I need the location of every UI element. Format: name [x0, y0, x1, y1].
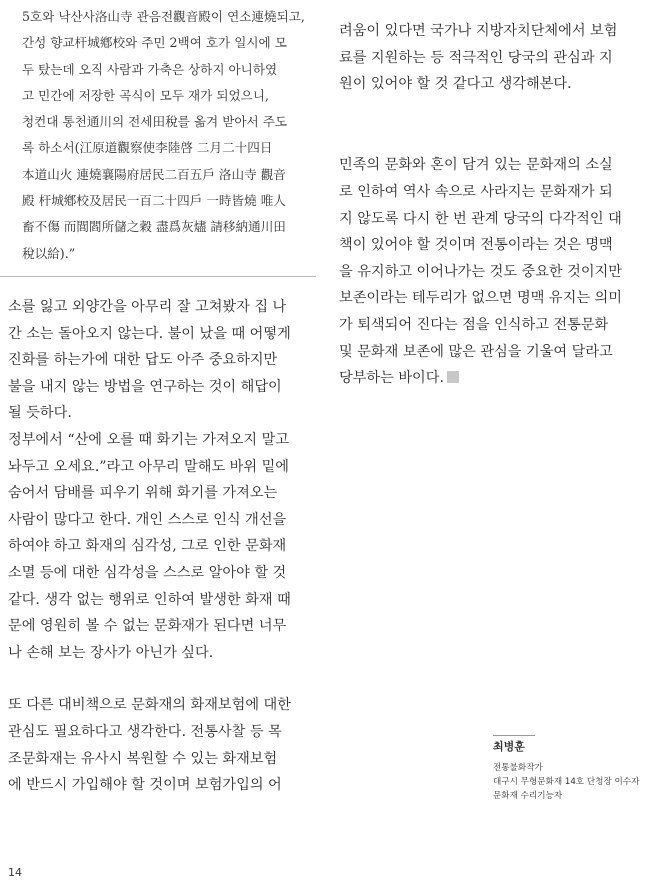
text-line: 소를 잃고 외양간을 아무리 잘 고쳐봤자 집 나: [8, 299, 287, 315]
quote-line: 稅以給).”: [22, 245, 76, 261]
text-line: 보존이라는 테두리가 없으면 명맥 유지는 의미: [339, 290, 622, 307]
text-line: 사람이 많다고 한다. 개인 스스로 인식 개선을: [8, 511, 287, 528]
text-line: 또 다른 대비책으로 문화재의 화재보험에 대한: [8, 697, 291, 714]
quote-line: 殿 杆城鄕校及居民一百二十四戶 一時皆燒 唯人: [22, 193, 286, 209]
quote-line: 두 탔는데 오직 사람과 가축은 상하지 아니하였: [22, 61, 278, 77]
right-column: [339, 4, 651, 406]
text-line: 로 인하여 역사 속으로 사라지는 문화재가 되: [339, 183, 613, 200]
text-line: 료를 지원하는 등 적극적인 당국의 관심과 지: [339, 49, 613, 66]
quote-line: 畜不傷 而閭閻所儲之穀 盡爲灰燼 請移納通川田: [22, 219, 286, 235]
text-line: 책이 있어야 할 것이며 전통이라는 것은 명맥: [339, 237, 613, 254]
text-line: 려움이 있다면 국가나 지방자치단체에서 보험: [339, 23, 618, 40]
text-line: 숨어서 담배를 피우기 위해 화기를 가져오는: [8, 485, 278, 502]
paragraph-gap: [339, 112, 651, 138]
quote-block: [22, 4, 312, 267]
paragraph: [339, 18, 651, 98]
text-line: 원이 있어야 할 것 같다고 생각해본다.: [339, 76, 572, 93]
text-line: 및 문화재 보존에 많은 관심을 기울여 달라고: [339, 343, 613, 360]
text-line: 문에 영원히 볼 수 없는 문화재가 된다면 너무: [8, 618, 287, 635]
text-line: 하여야 하고 화재의 심각성, 그로 인한 문화재: [8, 538, 287, 555]
page-number: 14: [8, 866, 22, 879]
quote-line: 5호와 낙산사洛山寺 관음전觀音殿이 연소連燒되고,: [22, 9, 305, 24]
author-block: [493, 738, 639, 803]
paragraph: [8, 294, 316, 427]
text-line: 정부에서 “산에 오를 때 화기는 가져오지 말고: [8, 431, 290, 448]
end-mark-icon: [447, 371, 459, 383]
left-column: [8, 294, 316, 799]
quote-line: 청컨대 통천通川의 전세田稅를 옮겨 받아서 주도: [22, 114, 288, 130]
quote-line: 록 하소서(江原道觀察使李陸啓 二月二十四日: [22, 140, 273, 156]
text-line: 에 반드시 가입해야 할 것이며 보험가입의 어: [8, 777, 282, 794]
author-divider: [493, 735, 535, 736]
text-line: 지 않도록 다시 한 번 관계 당국의 다각적인 대: [339, 210, 622, 227]
text-line: 같다. 생각 없는 행위로 인하여 발생한 화재 때: [8, 591, 291, 608]
quote-text: [22, 4, 312, 267]
text-line: 될 듯하다.: [8, 405, 72, 422]
quote-divider: [0, 276, 316, 277]
text-line: 불을 내지 않는 방법을 연구하는 것이 해답이: [8, 378, 282, 395]
paragraph: [8, 692, 316, 798]
paragraph-gap: [8, 666, 316, 692]
text-line: 나 손해 보는 장사가 아닌가 싶다.: [8, 644, 214, 661]
text-line: 관심도 필요하다고 생각한다. 전통사찰 등 목: [8, 723, 282, 740]
quote-line: 간성 향교杆城鄕校와 주민 2백여 호가 일시에 모: [22, 35, 287, 51]
text-line: 놔두고 오세요.”라고 아무리 말해도 바위 밑에: [8, 458, 290, 475]
quote-line: 고 민간에 저장한 곡식이 모두 재가 되었으니,: [22, 87, 270, 103]
text-line: 가 퇴색되어 진다는 점을 인식하고 전통문화: [339, 316, 609, 333]
author-credential: 대구시 무형문화재 14호 단청장 이수자: [493, 777, 640, 787]
quote-line: 本道山火 連燒襄陽府居民二百五戶 洛山寺 觀音: [22, 166, 286, 182]
text-line: 당부하는 바이다.: [339, 365, 651, 392]
text-line: 조문화재는 유사시 복원할 수 있는 화재보험: [8, 750, 278, 767]
text-line: 간 소는 돌아오지 않는다. 불이 났을 때 어떻게: [8, 325, 291, 342]
author-name: 최병훈: [493, 740, 525, 753]
text-line: 을 유지하고 이어나가는 것도 중요한 것이지만: [339, 263, 622, 280]
paragraph: [8, 427, 316, 666]
text-line: 소멸 등에 대한 심각성을 스스로 알아야 할 것: [8, 564, 287, 581]
text-line: 민족의 문화와 혼이 담겨 있는 문화재의 소실: [339, 157, 613, 174]
author-title: 전통불화작가: [493, 763, 543, 773]
text-line: 진화를 하는가에 대한 답도 아주 중요하지만: [8, 352, 278, 369]
author-qualification: 문화재 수리기능자: [493, 791, 563, 801]
paragraph: [339, 152, 651, 391]
